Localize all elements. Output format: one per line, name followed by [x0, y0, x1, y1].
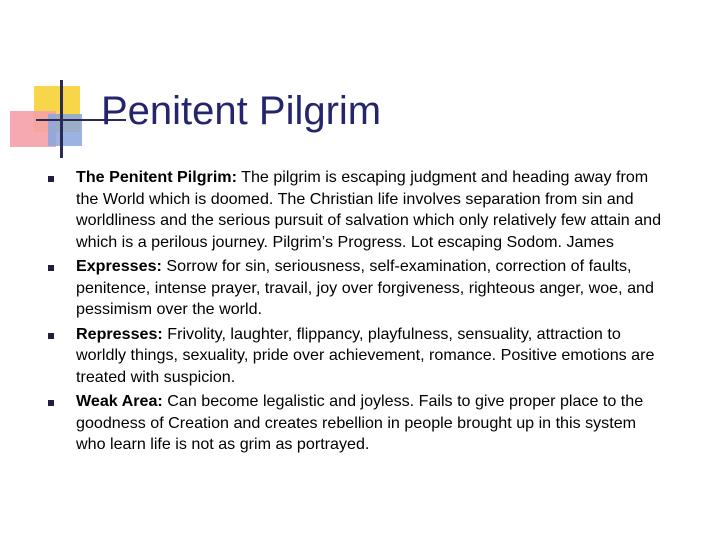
bullet-text — [76, 391, 668, 456]
bullet-label: Weak Area: — [76, 392, 163, 410]
bullet-text — [76, 256, 668, 321]
bullet-body: Frivolity, laughter, flippancy, playfulness, sensuality, attraction to worldly things, sexuality, pride over achievement, romance. Positive emotions are treated with suspicion. — [76, 324, 655, 386]
bullet-body: Can become legalistic and joyless. Fails to give proper place to the goodness of Creation and creates rebellion in people brought up in this system who learn life is not as grim as portrayed. — [76, 392, 644, 453]
bullet-label: Represses: — [76, 324, 163, 343]
bullet-item — [48, 256, 668, 321]
bullet-item — [48, 324, 668, 389]
bullet-list — [48, 167, 668, 459]
square-bullet-icon — [48, 176, 54, 182]
bullet-body: The pilgrim is escaping judgment and heading away from the World which is doomed. The Christian life involves separation from sin and worldliness and the serious pursuit of salvation which only relatively few attain and which is a perilous journey. Pilgrim’s Progress. Lot escaping Sodom. James — [76, 168, 662, 251]
slide-title: Penitent Pilgrim — [101, 89, 382, 133]
bullet-label: Expresses: — [76, 257, 162, 275]
bullet-text — [76, 167, 668, 253]
bullet-item — [48, 167, 668, 253]
bullet-text — [76, 324, 668, 389]
square-bullet-icon — [48, 400, 54, 406]
decorative-logo — [0, 0, 110, 170]
bullet-label: The Penitent Pilgrim: — [76, 168, 237, 186]
bullet-body: Sorrow for sin, seriousness, self-examination, correction of faults, penitence, intense prayer, travail, joy over forgiveness, righteous anger, woe, and pessimism over the world. — [76, 257, 654, 318]
square-bullet-icon — [48, 333, 54, 339]
bullet-item — [48, 391, 668, 456]
square-bullet-icon — [48, 265, 54, 271]
